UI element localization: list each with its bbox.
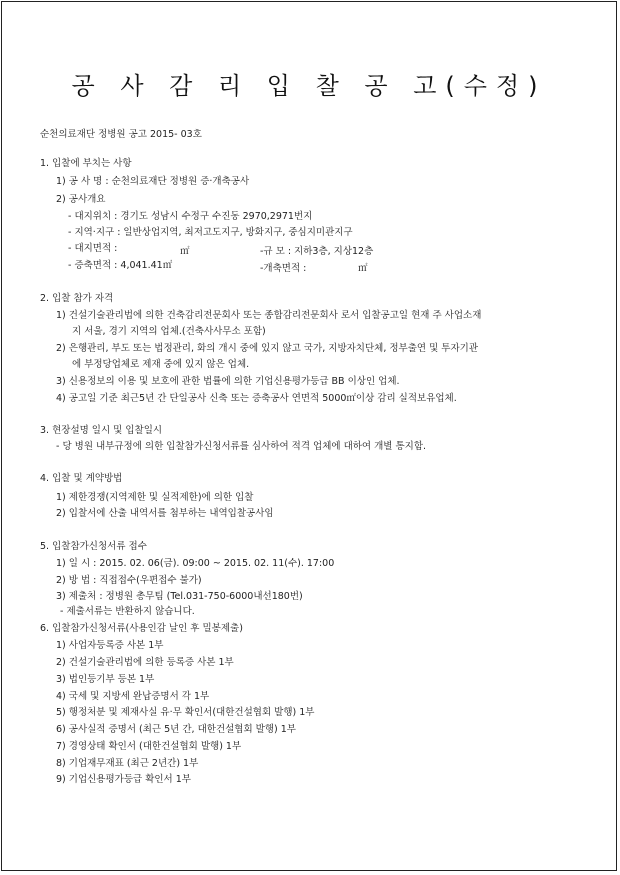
submission-method: 2) 방 법 : 직접접수(우편접수 불가)	[56, 575, 202, 586]
site-location: - 대지위치 : 경기도 성남시 수정구 수진동 2970,2971번지	[68, 211, 313, 222]
required-doc-2: 2) 건설기술관리법에 의한 등록증 사본 1부	[56, 657, 234, 668]
required-doc-9: 9) 기업신용평가등급 확인서 1부	[56, 774, 191, 785]
document-page	[1, 1, 617, 871]
overview-heading: 2) 공사개요	[56, 194, 106, 205]
building-scale: -규 모 : 지하3층, 지상12층	[260, 246, 374, 257]
section-2-heading: 2. 입찰 참가 자격	[40, 293, 114, 304]
required-doc-1: 1) 사업자등록증 사본 1부	[56, 640, 164, 651]
submission-date: 1) 일 시 : 2015. 02. 06(금). 09:00 ~ 2015. 02. 11(수). 17:00	[56, 558, 335, 569]
qualification-4: 4) 공고일 기준 최근5년 간 단일공사 신축 또는 증축공사 연면적 5000㎡이상 감리 실적보유업체.	[56, 393, 457, 404]
renovation-area-label: -개축면적 :	[260, 263, 307, 274]
section-3-body: - 당 병원 내부규정에 의한 입찰참가신청서류를 심사하여 적격 업체에 대하여 개별 통지함.	[56, 441, 427, 452]
notice-number: 순천의료재단 정병원 공고 2015- 03호	[40, 129, 202, 140]
project-name: 1) 공 사 명 : 순천의료재단 정병원 증·개축공사	[56, 176, 250, 187]
qualification-1-cont: 지 서울, 경기 지역의 업체.(건축사사무소 포함)	[72, 326, 266, 337]
qualification-2: 2) 은행관리, 부도 또는 법정관리, 화의 개시 중에 있지 않고 국가, 지방자치단체, 정부출연 및 투자기관	[56, 343, 479, 354]
section-6-heading: 6. 입찰참가신청서류(사용인감 날인 후 밀봉제출)	[40, 623, 243, 634]
section-3-heading: 3. 현장설명 일시 및 입찰일시	[40, 425, 163, 436]
required-doc-8: 8) 기업재무재표 (최근 2년간) 1부	[56, 758, 199, 769]
submission-place: 3) 제출처 : 정병원 총무팀 (Tel.031-750-6000내선180번)	[56, 591, 303, 602]
submission-note: - 제출서류는 반환하지 않습니다.	[60, 606, 195, 617]
required-doc-6: 6) 공사실적 증명서 (최근 5년 간, 대한건설협회 발행) 1부	[56, 724, 296, 735]
page-title: 공 사 감 리 입 찰 공 고(수정)	[71, 72, 547, 100]
section-1-heading: 1. 입찰에 부치는 사항	[40, 158, 132, 169]
contract-method-2: 2) 입찰서에 산출 내역서를 첨부하는 내역입찰공사임	[56, 508, 274, 519]
section-4-heading: 4. 입찰 및 계약방법	[40, 473, 123, 484]
renovation-area-unit: ㎡	[358, 263, 368, 274]
required-doc-5: 5) 행정처분 및 제재사실 유·무 확인서(대한건설협회 발행) 1부	[56, 707, 315, 718]
section-5-heading: 5. 입찰참가신청서류 접수	[40, 541, 147, 552]
qualification-1: 1) 건설기술관리법에 의한 건축감리전문회사 또는 종합감리전문회사 로서 입찰공고일 현재 주 사업소재	[56, 310, 482, 321]
site-area-label: - 대지면적 :	[68, 243, 118, 254]
zoning: - 지역·지구 : 일반상업지역, 최저고도지구, 방화지구, 중심지미관지구	[68, 227, 353, 238]
required-doc-7: 7) 경영상태 확인서 (대한건설협회 발행) 1부	[56, 741, 242, 752]
gross-area: - 증축면적 : 4,041.41㎡	[68, 260, 173, 271]
site-area-unit: ㎡	[180, 246, 190, 257]
required-doc-4: 4) 국세 및 지방세 완납증명서 각 1부	[56, 691, 210, 702]
qualification-3: 3) 신용정보의 이용 및 보호에 관한 법률에 의한 기업신용평가등급 BB 이상인 업체.	[56, 376, 400, 387]
required-doc-3: 3) 법인등기부 등본 1부	[56, 674, 155, 685]
qualification-2-cont: 에 부정당업체로 제재 중에 있지 않은 업체.	[72, 359, 250, 370]
contract-method-1: 1) 제한경쟁(지역제한 및 실적제한)에 의한 입찰	[56, 492, 254, 503]
